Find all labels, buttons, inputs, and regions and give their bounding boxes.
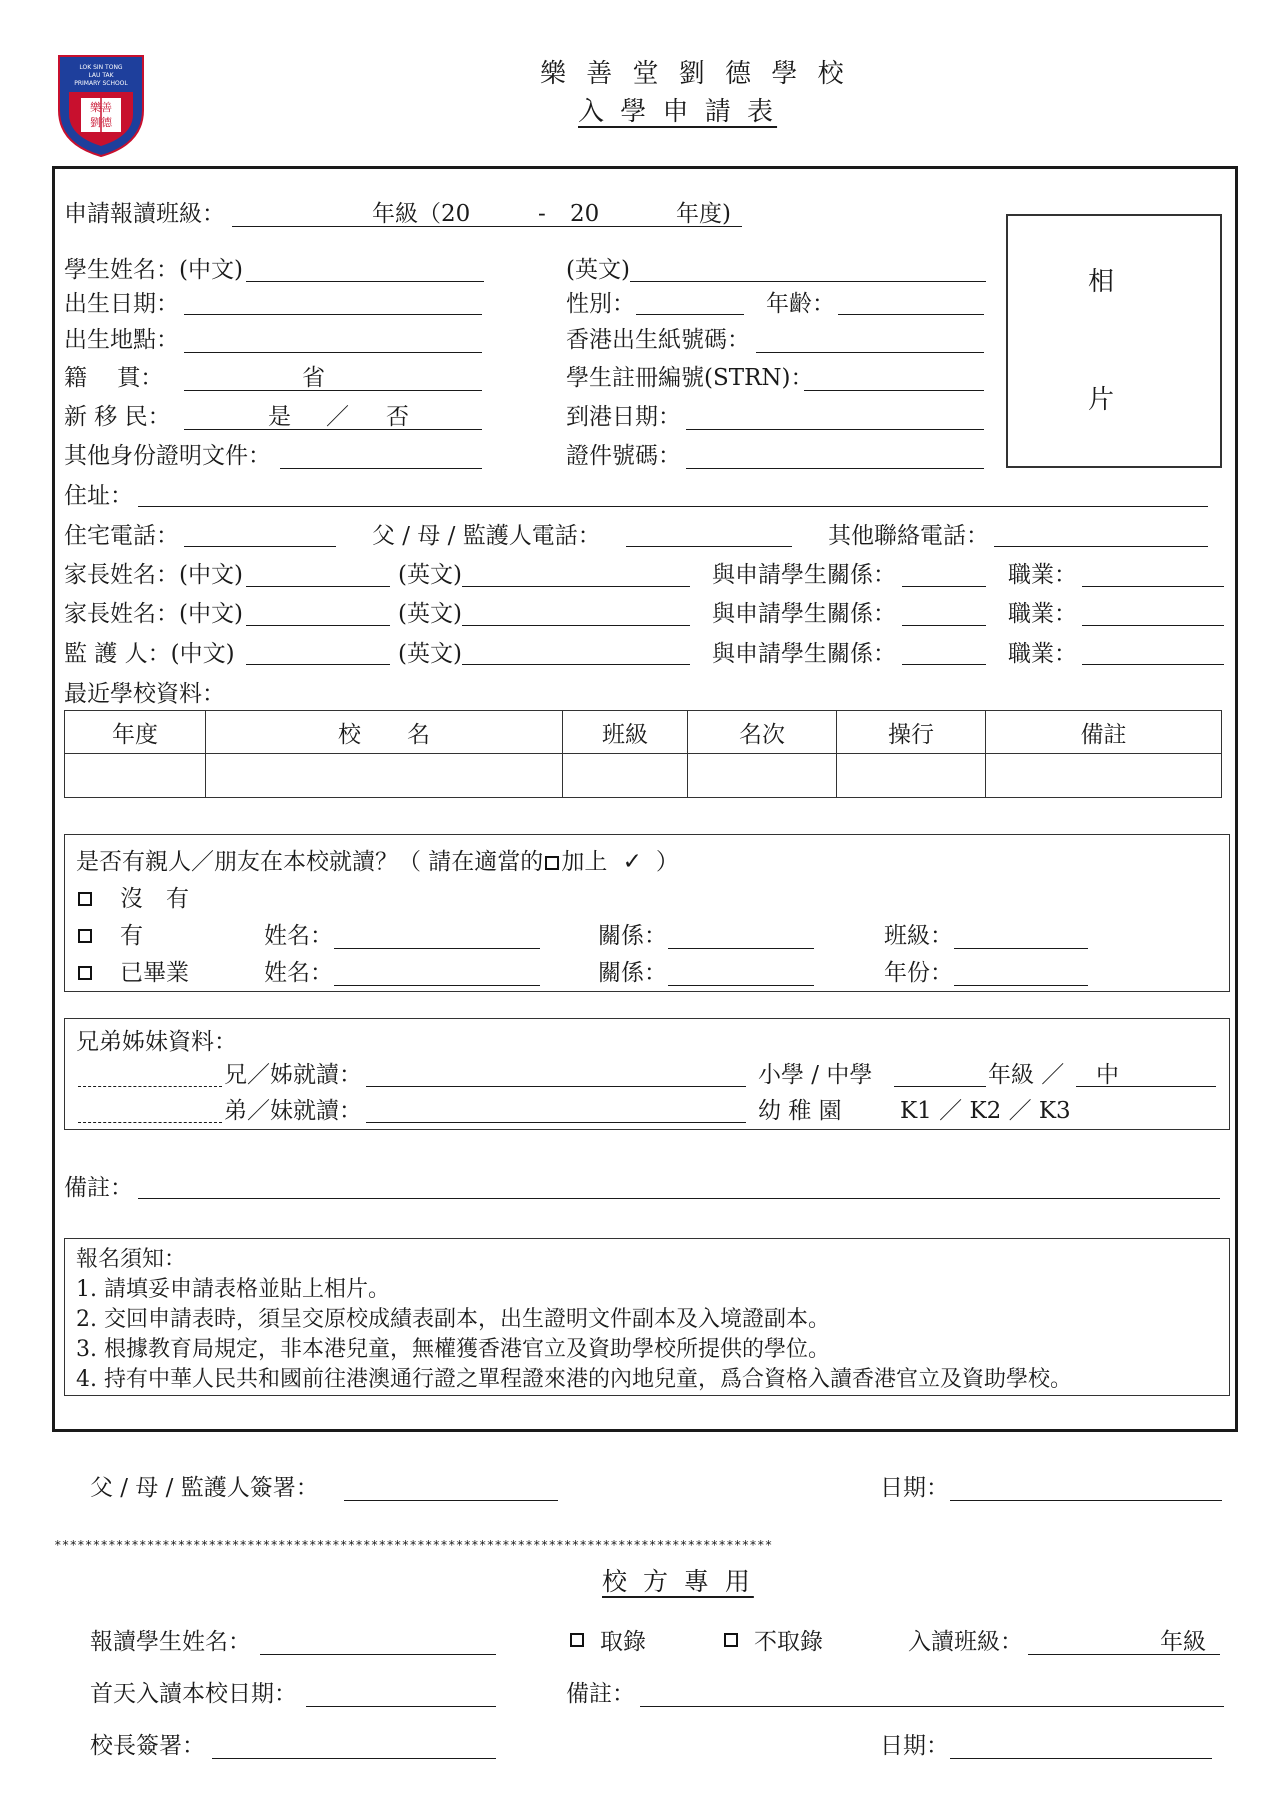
relatives-graduated-relation-field[interactable] [668,985,814,986]
student-name-en-field[interactable] [630,281,986,282]
id-number-label: 證件號碼： [566,443,681,469]
logo-seal-char: 劉 [90,116,101,129]
checkmark-icon: ✓ [622,849,642,875]
parent-signature-label: 父 / 母 / 監護人簽署： [90,1475,319,1501]
younger-sibling-label: 弟／妹就讀： [224,1098,362,1124]
table-header-row [65,711,1222,754]
not-admitted-checkbox[interactable] [724,1633,738,1647]
native-place-field[interactable] [184,390,482,391]
recent-school-table [64,710,1222,798]
relatives-question-text-2: 加上 [561,849,608,875]
arrival-date-label: 到港日期： [566,404,681,430]
principal-signature-field[interactable] [212,1758,496,1759]
table-cell[interactable] [986,754,1222,798]
table-cell[interactable] [206,754,563,798]
parent2-name-en-label: (英文) [398,601,462,627]
apply-class-field[interactable] [232,226,742,227]
secondary-label: 中 [1096,1062,1119,1088]
student-name-en-label: (英文) [566,257,630,283]
parent2-relation-label: 與申請學生關係： [712,601,896,627]
admitted-checkbox[interactable] [570,1633,584,1647]
not-admitted-label: 不取錄 [754,1629,823,1655]
table-cell[interactable] [563,754,688,798]
notes-item: 2. 交回申請表時，須呈交原校成績表副本，出生證明文件副本及入境證副本。 [76,1307,830,1332]
signature-date-label: 日期： [880,1475,949,1501]
office-student-name-label: 報讀學生姓名： [90,1629,251,1655]
elder-sibling-label: 兄／姊就讀： [224,1062,362,1088]
guardian-name-en-field[interactable] [462,664,690,665]
relatives-graduated-relation-label: 關係： [598,960,667,986]
address-label: 住址： [64,483,133,509]
table-header-cell: 備註 [986,711,1222,754]
arrival-date-field[interactable] [686,429,984,430]
notes-title: 報名須知： [76,1247,187,1272]
relatives-question-text: 是否有親人／朋友在本校就讀？（ 請在適當的 [76,849,544,875]
recent-school-label: 最近學校資料： [64,681,225,707]
relatives-question-close: ） [655,849,679,875]
signature-date-field[interactable] [950,1500,1222,1501]
relatives-none-checkbox[interactable] [78,892,92,906]
guardian-name-en-label: (英文) [398,641,462,667]
separator-stars: ********************************************************************************************* [54,1537,773,1552]
elder-sibling-school-field[interactable] [366,1086,746,1087]
table-header-cell: 校 名 [206,711,563,754]
parent-tel-label: 父 / 母 / 監護人電話： [372,523,601,549]
birth-cert-label: 香港出生紙號碼： [566,327,750,353]
relatives-graduated-year-label: 年份： [884,960,953,986]
parent-signature-field[interactable] [344,1500,558,1501]
guardian-name-cn-label: 監 護 人：(中文) [64,641,235,667]
school-name: 樂 善 堂 劉 德 學 校 [540,59,850,89]
other-tel-field[interactable] [994,546,1208,547]
photo-box[interactable] [1006,214,1222,468]
photo-label-bottom: 片 [1088,385,1115,415]
other-id-field[interactable] [280,468,482,469]
notes-item: 1. 請填妥申請表格並貼上相片。 [76,1277,390,1302]
logo-seal-char: 德 [101,116,112,129]
table-cell[interactable] [688,754,837,798]
relatives-graduated-label: 已畢業 [120,960,189,986]
parent1-relation-label: 與申請學生關係： [712,562,896,588]
parent2-name-en-field[interactable] [462,625,690,626]
office-use-title: 校 方 專 用 [602,1567,754,1596]
new-immigrant-label: 新 移 民： [64,404,171,430]
parent1-name-cn-label: 家長姓名：(中文) [64,562,243,588]
logo-text-line: LOK SIN TONG [79,64,123,71]
native-place-label: 籍 貫： [64,365,164,391]
logo-seal-char: 樂 [90,101,101,114]
relatives-have-checkbox[interactable] [78,929,92,943]
new-immigrant-no[interactable]: 否 [386,404,409,430]
address-field[interactable] [138,506,1208,507]
photo-label-top: 相 [1088,267,1115,297]
parent2-relation-field[interactable] [902,625,986,626]
year-twenty: 20 [570,201,600,227]
guardian-name-cn-field[interactable] [246,664,390,665]
table-cell[interactable] [837,754,986,798]
admitted-label: 取錄 [600,1629,646,1655]
logo-text-line: LAU TAK [88,72,114,79]
student-name-cn-field[interactable] [246,281,484,282]
relatives-graduated-name-field[interactable] [334,985,540,986]
elder-sibling-grade-field[interactable] [894,1086,986,1087]
parent2-job-field[interactable] [1082,625,1224,626]
parent-tel-field[interactable] [626,546,792,547]
principal-signature-label: 校長簽署： [90,1733,205,1759]
relatives-have-name-field[interactable] [334,948,540,949]
remarks-label: 備註： [64,1175,133,1201]
relatives-graduated-name-label: 姓名： [264,960,333,986]
new-immigrant-yes[interactable]: 是 [268,404,291,430]
office-date-label: 日期： [880,1733,949,1759]
parent1-relation-field[interactable] [902,586,986,587]
guardian-relation-label: 與申請學生關係： [712,641,896,667]
home-tel-field[interactable] [184,546,336,547]
checkbox-icon [545,856,559,870]
kindergarten-label: 幼 稚 園 [758,1098,842,1124]
birthplace-field[interactable] [184,352,482,353]
relatives-have-name-label: 姓名： [264,923,333,949]
guardian-job-label: 職業： [1008,641,1077,667]
office-student-name-field[interactable] [260,1654,496,1655]
student-name-cn-label: 學生姓名：(中文) [64,257,243,283]
parent1-job-field[interactable] [1082,586,1224,587]
strn-label: 學生註冊編號(STRN)： [566,365,814,391]
parent2-job-label: 職業： [1008,601,1077,627]
remarks-field[interactable] [138,1198,1220,1199]
relatives-have-class-label: 班級： [884,923,953,949]
relatives-have-relation-field[interactable] [668,948,814,949]
table-header-cell: 名次 [688,711,837,754]
table-cell[interactable] [65,754,206,798]
dob-field[interactable] [184,314,482,315]
birth-cert-field[interactable] [756,352,984,353]
notes-item: 4. 持有中華人民共和國前往港澳通行證之單程證來港的內地兒童，爲合資格入讀香港官立及資助學校。 [76,1367,1072,1392]
birthplace-label: 出生地點： [64,327,179,353]
table-header-cell: 年度 [65,711,206,754]
home-tel-label: 住宅電話： [64,523,179,549]
siblings-title: 兄弟姊妹資料： [76,1029,237,1055]
age-field[interactable] [838,314,984,315]
elder-sibling-name-field[interactable] [78,1086,222,1087]
first-day-field[interactable] [306,1706,496,1707]
parent2-name-cn-field[interactable] [246,625,390,626]
sex-field[interactable] [636,314,744,315]
relatives-graduated-year-field[interactable] [954,985,1088,986]
year-suffix: 年度) [676,201,731,227]
grade-year-text: 年級（20 [372,201,471,227]
kindergarten-levels[interactable]: K1 ／ K2 ／ K3 [900,1098,1071,1124]
table-header-cell: 班級 [563,711,688,754]
new-immigrant-slash: ／ [326,404,349,430]
logo-seal-char: 善 [101,101,112,114]
relatives-have-relation-label: 關係： [598,923,667,949]
relatives-have-label: 有 [120,923,143,949]
younger-sibling-name-field[interactable] [78,1122,222,1123]
parent1-name-cn-field[interactable] [246,586,390,587]
relatives-question [76,848,679,876]
relatives-graduated-checkbox[interactable] [78,966,92,980]
sex-label: 性別： [566,291,635,317]
relatives-have-class-field[interactable] [954,948,1088,949]
other-id-label: 其他身份證明文件： [64,443,271,469]
first-day-label: 首天入讀本校日期： [90,1681,297,1707]
table-header-cell: 操行 [837,711,986,754]
school-logo [55,52,147,158]
younger-sibling-school-field[interactable] [366,1122,746,1123]
province-label: 省 [302,365,325,391]
office-date-field[interactable] [950,1758,1212,1759]
other-tel-label: 其他聯絡電話： [828,523,989,549]
guardian-relation-field[interactable] [902,664,986,665]
office-grade-label: 年級 [1160,1629,1206,1655]
relatives-none-label: 沒 有 [120,886,189,912]
office-class-label: 入讀班級： [908,1629,1023,1655]
table-row [65,754,1222,798]
form-title: 入 學 申 請 表 [578,97,778,127]
grade-slash-label: 年級 ／ [988,1062,1065,1088]
strn-field[interactable] [804,390,984,391]
age-label: 年齡： [766,291,835,317]
dob-label: 出生日期： [64,291,179,317]
parent1-job-label: 職業： [1008,562,1077,588]
parent2-name-cn-label: 家長姓名：(中文) [64,601,243,627]
primary-secondary-label: 小學 / 中學 [758,1062,873,1088]
office-remarks-field[interactable] [640,1706,1224,1707]
parent1-name-en-label: (英文) [398,562,462,588]
logo-text-line: PRIMARY SCHOOL [74,80,128,87]
notes-item: 3. 根據教育局規定，非本港兒童，無權獲香港官立及資助學校所提供的學位。 [76,1337,830,1362]
apply-class-label: 申請報讀班級： [64,201,225,227]
guardian-job-field[interactable] [1082,664,1224,665]
year-dash: - [538,201,546,227]
parent1-name-en-field[interactable] [462,586,690,587]
office-remarks-label: 備註： [566,1681,635,1707]
id-number-field[interactable] [686,468,984,469]
